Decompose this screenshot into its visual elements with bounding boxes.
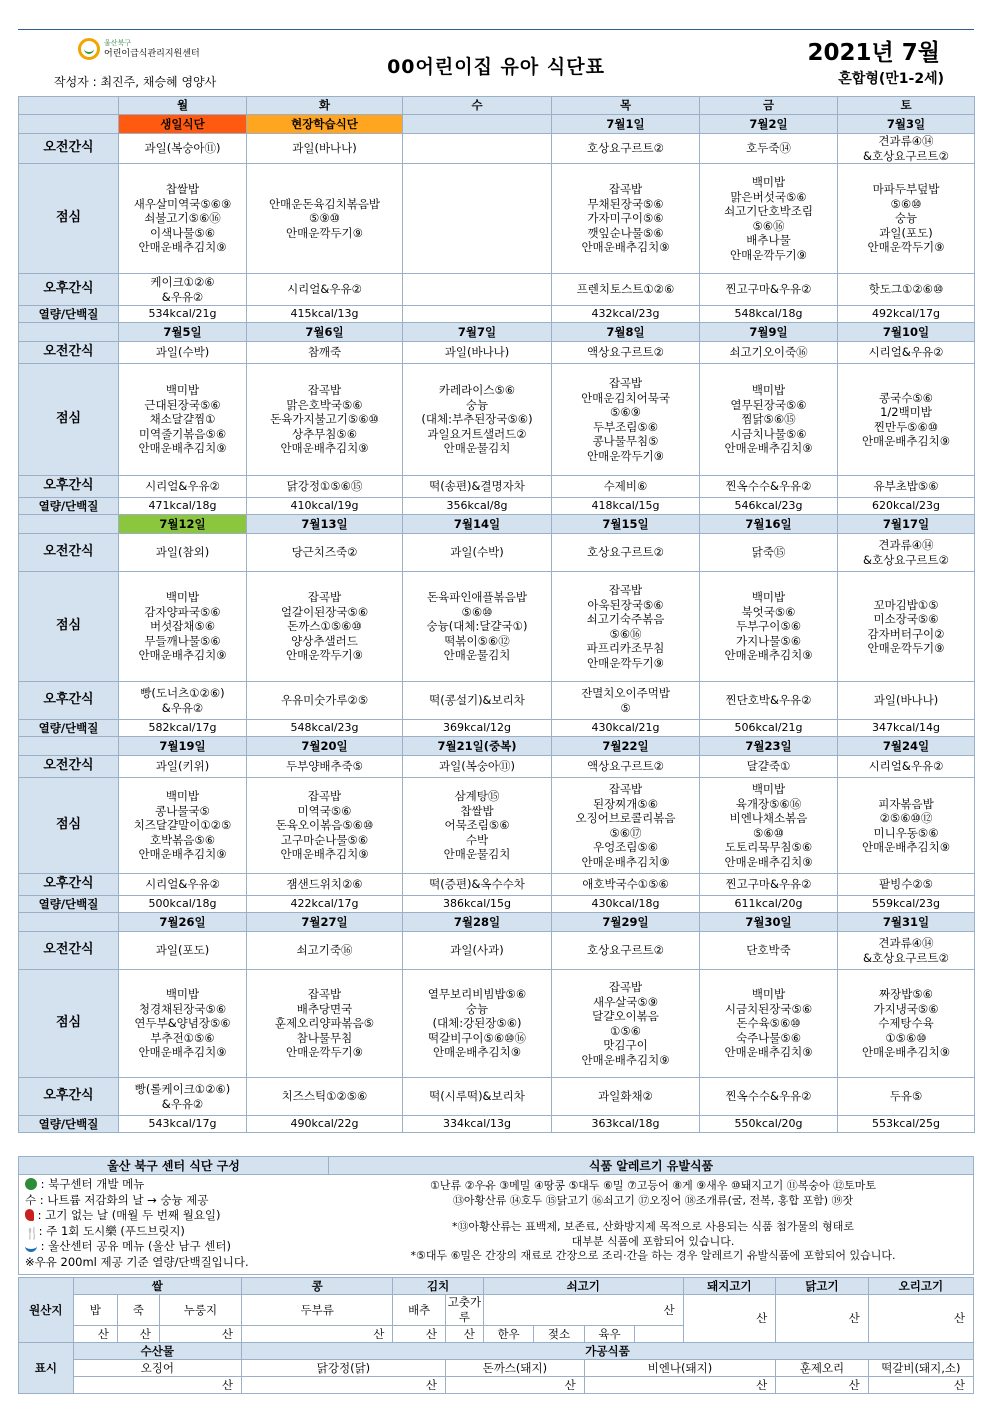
origin-nurungji: 누룽지 [159, 1295, 241, 1326]
am-snack-cell: 호상요구르트② [552, 134, 700, 164]
origin-bap: 밥 [73, 1295, 117, 1326]
am-snack-label: 오전간식 [19, 756, 119, 778]
am-snack-cell: 견과류④⑭ &호상요구르트② [838, 134, 975, 164]
logo-small-text: 울산북구 [104, 39, 132, 47]
origin-label: 원산지 [19, 1278, 74, 1343]
am-snack-cell: 과일(바나나) [403, 342, 552, 364]
lunch-label: 점심 [19, 164, 119, 274]
pm-snack-label: 오후간식 [19, 874, 119, 896]
legend-right-title: 식품 알레르기 유발식품 [329, 1157, 973, 1175]
origin-beefcow: 육우 [584, 1326, 634, 1343]
origin-chili-value: 산 [445, 1326, 483, 1343]
kcal-cell: 418kcal/15g [552, 498, 700, 515]
pm-snack-cell: 찐단호박&우유② [700, 682, 838, 720]
date-cell: 7월29일 [552, 913, 700, 932]
lunch-cell: 잡곡밥 안매운김치어묵국 ⑤⑥⑨ 두부조림⑤⑥ 콩나물무침⑤ 안매운깍두기⑨ [552, 364, 700, 476]
blank-cell [19, 913, 119, 932]
kcal-cell: 410kcal/19g [247, 498, 403, 515]
date-cell: 7월7일 [403, 323, 552, 342]
lunch-row [19, 572, 975, 682]
origin-table [18, 1277, 974, 1394]
kcal-cell: 548kcal/18g [700, 306, 838, 323]
kcal-cell: 430kcal/18g [552, 896, 700, 913]
allergy-note: 대부분 식품에 포함되어 있습니다. [571, 1234, 735, 1248]
date-cell: 7월21일(중복) [403, 737, 552, 756]
am-snack-cell: 두부양배추죽⑤ [247, 756, 403, 778]
kcal-cell: 415kcal/13g [247, 306, 403, 323]
pm-snack-cell: 떡(증편)&옥수수차 [403, 874, 552, 896]
am-snack-label: 오전간식 [19, 134, 119, 164]
pm-snack-cell: 닭강정①⑤⑥⑮ [247, 476, 403, 498]
date-row [19, 913, 975, 932]
pm-snack-label: 오후간식 [19, 1078, 119, 1116]
fork-knife-icon: 🍴 [25, 1225, 40, 1240]
weekday-sat: 토 [838, 97, 975, 115]
pm-snack-cell: 시리얼&우유② [119, 476, 247, 498]
origin-duckhun: 훈제오리 [776, 1360, 869, 1377]
am-snack-cell: 호상요구르트② [552, 932, 700, 970]
origin-pork-value: 산 [683, 1295, 776, 1343]
kcal-label: 열량/단백질 [19, 306, 119, 323]
am-snack-label: 오전간식 [19, 932, 119, 970]
pm-snack-row [19, 682, 975, 720]
am-snack-label: 오전간식 [19, 534, 119, 572]
lunch-cell [403, 164, 552, 274]
origin-duck-head: 오리고기 [868, 1278, 973, 1295]
allergy-note: *⑬아황산류는 표백제, 보존료, 산화방지제 목적으로 사용되는 식품 첨가물의 형태로 [451, 1220, 855, 1233]
lunch-cell: 백미밥 북엇국⑤⑥ 두부구이⑤⑥ 가지나물⑤⑥ 안매운배추김치⑨ [700, 572, 838, 682]
am-snack-cell: 과일(바나나) [247, 134, 403, 164]
weekday-fri: 금 [700, 97, 838, 115]
origin-juk-value: 산 [117, 1326, 159, 1343]
pm-snack-cell: 찐고구마&우유② [700, 274, 838, 306]
weekday-tue: 화 [247, 97, 403, 115]
am-snack-cell: 참깨죽 [247, 342, 403, 364]
kcal-cell: 582kcal/17g [119, 720, 247, 737]
origin-donkas: 돈까스(돼지) [445, 1360, 584, 1377]
pm-snack-cell: 잔멸치오이주먹밥 ⑤ [552, 682, 700, 720]
lunch-label: 점심 [19, 364, 119, 476]
kcal-cell: 559kcal/23g [838, 896, 975, 913]
am-snack-cell: 당근치즈죽② [247, 534, 403, 572]
blank-cell [19, 115, 119, 134]
lunch-row [19, 778, 975, 874]
origin-processed-head: 가공식품 [241, 1343, 973, 1360]
origin-squid-value: 산 [73, 1377, 241, 1394]
date-cell: 7월9일 [700, 323, 838, 342]
origin-pork-head: 돼지고기 [683, 1278, 776, 1295]
pm-snack-cell: 케이크①②⑥ &우유② [119, 274, 247, 306]
kcal-row [19, 720, 975, 737]
lunch-cell: 콩국수⑤⑥ 1/2백미밥 찐만두⑤⑥⑩ 안매운배추김치⑨ [838, 364, 975, 476]
am-snack-row [19, 932, 975, 970]
lunch-cell: 열무보리비빔밥⑤⑥ 숭늉 (대체:강된장⑤⑥) 떡갈비구이⑤⑥⑩⑯ 안매운배추김치⑨ [403, 970, 552, 1078]
pm-snack-cell: 빵(롤케이크①②⑥) &우유② [119, 1078, 247, 1116]
kcal-cell: 550kcal/20g [700, 1116, 838, 1133]
origin-squid: 오징어 [73, 1360, 241, 1377]
date-cell: 7월22일 [552, 737, 700, 756]
am-snack-cell: 시리얼&우유② [838, 342, 975, 364]
pm-snack-cell: 찐고구마&우유② [700, 874, 838, 896]
kcal-cell: 506kcal/21g [700, 720, 838, 737]
origin-tteokgalbi-value: 산 [868, 1377, 973, 1394]
am-snack-cell: 쇠고기죽⑯ [247, 932, 403, 970]
page-title: 00어린이집 유아 식단표 [387, 56, 605, 78]
lunch-cell: 백미밥 맑은버섯국⑤⑥ 쇠고기단호박조림 ⑤⑥⑯ 배추나물 안매운깍두기⑨ [700, 164, 838, 274]
am-snack-cell: 과일(사과) [403, 932, 552, 970]
am-snack-cell: 단호박죽 [700, 932, 838, 970]
origin-beef-head: 쇠고기 [483, 1278, 683, 1295]
kcal-cell: 620kcal/23g [838, 498, 975, 515]
lunch-cell: 잡곡밥 미역국⑤⑥ 돈육오이볶음⑤⑥⑩ 고구마순나물⑤⑥ 안매운배추김치⑨ [247, 778, 403, 874]
lunch-cell: 잡곡밥 새우살국⑤⑨ 달걀오이볶음 ①⑤⑥ 맛김구이 안매운배추김치⑨ [552, 970, 700, 1078]
origin-juk: 죽 [117, 1295, 159, 1326]
logo-name: 어린이급식관리지원센터 [104, 49, 200, 59]
kcal-cell: 543kcal/17g [119, 1116, 247, 1133]
origin-seafood-head: 수산물 [73, 1343, 241, 1360]
pm-snack-row [19, 1078, 975, 1116]
pm-snack-row [19, 274, 975, 306]
kcal-label: 열량/단백질 [19, 498, 119, 515]
am-snack-cell: 견과류④⑭ &호상요구르트② [838, 932, 975, 970]
am-snack-cell: 닭죽⑮ [700, 534, 838, 572]
origin-dakgangjeong-value: 산 [241, 1377, 445, 1394]
lunch-cell: 백미밥 근대된장국⑤⑥ 채소달걀찜① 미역줄기볶음⑤⑥ 안매운배추김치⑨ [119, 364, 247, 476]
kcal-cell: 471kcal/18g [119, 498, 247, 515]
kcal-cell: 553kcal/25g [838, 1116, 975, 1133]
origin-label-2: 표시 [19, 1343, 74, 1394]
origin-tteokgalbi: 떡갈비(돼지,소) [868, 1360, 973, 1377]
origin-nurungji-value: 산 [159, 1326, 241, 1343]
kcal-cell: 611kcal/20g [700, 896, 838, 913]
lunch-cell: 백미밥 콩나물국⑤ 치즈달걀말이①②⑤ 호박볶음⑤⑥ 안매운배추김치⑨ [119, 778, 247, 874]
kcal-cell: 548kcal/23g [247, 720, 403, 737]
date-row [19, 515, 975, 534]
pm-snack-cell: 찐옥수수&우유② [700, 1078, 838, 1116]
am-snack-cell: 과일(수박) [119, 342, 247, 364]
date-cell: 7월13일 [247, 515, 403, 534]
am-snack-row [19, 756, 975, 778]
date-cell: 7월28일 [403, 913, 552, 932]
origin-cabbage-value: 산 [393, 1326, 446, 1343]
am-snack-cell: 호상요구르트② [552, 534, 700, 572]
date-cell: 7월24일 [838, 737, 975, 756]
am-snack-cell: 과일(복숭아⑪) [403, 756, 552, 778]
date-row [19, 737, 975, 756]
origin-vienna-value: 산 [584, 1377, 775, 1394]
date-cell: 7월12일 [119, 515, 247, 534]
pm-snack-cell: 애호박국수①⑤⑥ [552, 874, 700, 896]
date-cell: 7월27일 [247, 913, 403, 932]
pm-snack-cell: 프렌치토스트①②⑥ [552, 274, 700, 306]
legend-left-list [25, 1177, 325, 1270]
menu-type: 혼합형(만1-2세) [838, 71, 944, 87]
lunch-cell: 삼계탕⑮ 찹쌀밥 어묵조림⑤⑥ 수박 안매운물김치 [403, 778, 552, 874]
pm-snack-label: 오후간식 [19, 476, 119, 498]
pm-snack-cell: 과일화채② [552, 1078, 700, 1116]
am-snack-cell: 견과류④⑭ &호상요구르트② [838, 534, 975, 572]
kcal-cell [403, 306, 552, 323]
lunch-row [19, 364, 975, 476]
pm-snack-cell: 시리얼&우유② [119, 874, 247, 896]
lunch-cell: 백미밥 청경채된장국⑤⑥ 연두부&양념장⑤⑥ 부추전①⑤⑥ 안매운배추김치⑨ [119, 970, 247, 1078]
date-row [19, 115, 975, 134]
pm-snack-cell: 수제비⑥ [552, 476, 700, 498]
lunch-label: 점심 [19, 970, 119, 1078]
origin-beef-value: 산 [483, 1295, 683, 1326]
kcal-cell: 432kcal/23g [552, 306, 700, 323]
origin-chicken-value: 산 [776, 1295, 869, 1343]
origin-duckhun-value: 산 [776, 1377, 869, 1394]
am-snack-cell: 호두죽⑭ [700, 134, 838, 164]
origin-cabbage: 배추 [393, 1295, 446, 1326]
lunch-cell: 안매운돈육김치볶음밥 ⑤⑨⑩ 안매운깍두기⑨ [247, 164, 403, 274]
legend-item: : 울산센터 공유 메뉴 (울산 남구 센터) [25, 1239, 325, 1255]
kcal-row [19, 306, 975, 323]
legend-item: : 고기 없는 날 (매월 두 번째 월요일) [25, 1208, 325, 1224]
origin-hanu: 한우 [483, 1326, 533, 1343]
kcal-cell: 369kcal/12g [403, 720, 552, 737]
pm-snack-cell: 유부초밥⑤⑥ [838, 476, 975, 498]
origin-bean-head: 콩 [241, 1278, 392, 1295]
am-snack-cell: 시리얼&우유② [838, 756, 975, 778]
kcal-cell: 430kcal/21g [552, 720, 700, 737]
date-cell [403, 115, 552, 134]
pm-snack-cell: 떡(송편)&결명자차 [403, 476, 552, 498]
lunch-cell: 잡곡밥 무채된장국⑤⑥ 가자미구이⑤⑥ 깻잎순나물⑤⑥ 안매운배추김치⑨ [552, 164, 700, 274]
date-row [19, 323, 975, 342]
corner-cell [19, 97, 119, 115]
origin-milkcow: 젖소 [534, 1326, 584, 1343]
legend-item: : 북구센터 개발 메뉴 [25, 1177, 325, 1193]
lunch-label: 점심 [19, 572, 119, 682]
legend-left-title: 울산 북구 센터 식단 구성 [19, 1157, 329, 1175]
frog-icon [25, 1178, 37, 1190]
kcal-cell: 334kcal/13g [403, 1116, 552, 1133]
origin-tofu: 두부류 [241, 1295, 392, 1326]
am-snack-cell: 과일(포도) [119, 932, 247, 970]
date-cell: 7월8일 [552, 323, 700, 342]
date-cell: 7월14일 [403, 515, 552, 534]
date-cell: 7월26일 [119, 913, 247, 932]
lunch-row [19, 164, 975, 274]
am-snack-cell: 과일(참외) [119, 534, 247, 572]
kcal-cell: 546kcal/23g [700, 498, 838, 515]
lunch-cell: 카레라이스⑤⑥ 숭늉 (대체:부추된장국⑤⑥) 과일요거트샐러드② 안매운물김치 [403, 364, 552, 476]
pm-snack-cell: 치즈스틱①②⑤⑥ [247, 1078, 403, 1116]
pm-snack-row [19, 874, 975, 896]
am-snack-cell: 과일(복숭아⑪) [119, 134, 247, 164]
date-cell: 7월16일 [700, 515, 838, 534]
lunch-cell: 잡곡밥 된장찌개⑤⑥ 오징어브로콜리볶음 ⑤⑥⑰ 우엉조림⑤⑥ 안매운배추김치⑨ [552, 778, 700, 874]
lunch-cell: 잡곡밥 얼갈이된장국⑤⑥ 돈까스①⑤⑥⑩ 양상추샐러드 안매운깍두기⑨ [247, 572, 403, 682]
kcal-cell: 422kcal/17g [247, 896, 403, 913]
author: 작성자 : 최진주, 채승혜 영양사 [54, 75, 217, 89]
kcal-row [19, 1116, 975, 1133]
kcal-cell: 386kcal/15g [403, 896, 552, 913]
legend-item: 수 : 나트륨 저감화의 날 → 숭늉 제공 [25, 1192, 209, 1207]
origin-chili: 고춧가루 [445, 1295, 483, 1326]
am-snack-row [19, 534, 975, 572]
kcal-row [19, 896, 975, 913]
legend-box [18, 1156, 974, 1275]
date-cell: 7월17일 [838, 515, 975, 534]
origin-rice-head: 쌀 [73, 1278, 241, 1295]
lunch-cell: 백미밥 시금치된장국⑤⑥ 돈수육⑤⑥⑩ 숙주나물⑤⑥ 안매운배추김치⑨ [700, 970, 838, 1078]
date-cell: 7월20일 [247, 737, 403, 756]
weekday-wed: 수 [403, 97, 552, 115]
pm-snack-cell: 시리얼&우유② [247, 274, 403, 306]
date-cell: 7월30일 [700, 913, 838, 932]
am-snack-cell: 과일(수박) [403, 534, 552, 572]
pm-snack-cell: 핫도그①②⑥⑩ [838, 274, 975, 306]
kcal-label: 열량/단백질 [19, 896, 119, 913]
kcal-cell: 363kcal/18g [552, 1116, 700, 1133]
date-cell: 7월19일 [119, 737, 247, 756]
lunch-cell: 피자볶음밥 ②⑤⑥⑩⑫ 미니우동⑤⑥ 안매운배추김치⑨ [838, 778, 975, 874]
date-cell: 7월2일 [700, 115, 838, 134]
date-cell: 7월31일 [838, 913, 975, 932]
legend-item: ※우유 200ml 제공 기준 열량/단백질입니다. [25, 1254, 249, 1269]
pm-snack-cell [403, 274, 552, 306]
kcal-cell: 490kcal/22g [247, 1116, 403, 1133]
pm-snack-cell: 빵(도너츠①②⑥) &우유② [119, 682, 247, 720]
allergy-list [337, 1179, 969, 1264]
lunch-cell: 백미밥 열무된장국⑤⑥ 찜닭⑤⑥⑮ 시금치나물⑤⑥ 안매운배추김치⑨ [700, 364, 838, 476]
kcal-cell: 356kcal/8g [403, 498, 552, 515]
pm-snack-cell: 두유⑤ [838, 1078, 975, 1116]
lunch-cell: 짜장밥⑤⑥ 가지냉국⑤⑥ 수제탕수육 ①⑤⑥⑩ 안매운배추김치⑨ [838, 970, 975, 1078]
pm-snack-cell: 찐옥수수&우유② [700, 476, 838, 498]
pm-snack-cell: 팥빙수②⑤ [838, 874, 975, 896]
allergy-note: *⑤대두 ⑥밀은 간장의 재료로 간장으로 조리·간을 하는 경우 알레르기 유발식품에 포함되어 있습니다. [410, 1249, 896, 1262]
origin-tofu-value: 산 [241, 1326, 392, 1343]
origin-vienna: 비엔나(돼지) [584, 1360, 775, 1377]
kcal-cell: 500kcal/18g [119, 896, 247, 913]
date-cell: 7월15일 [552, 515, 700, 534]
am-snack-cell: 액상요구르트② [552, 342, 700, 364]
pm-snack-label: 오후간식 [19, 274, 119, 306]
origin-chicken-head: 닭고기 [776, 1278, 869, 1295]
am-snack-row [19, 342, 975, 364]
lunch-label: 점심 [19, 778, 119, 874]
am-snack-row [19, 134, 975, 164]
lunch-cell: 잡곡밥 맑은호박국⑤⑥ 돈육가지불고기⑤⑥⑩ 상추무침⑤⑥ 안매운배추김치⑨ [247, 364, 403, 476]
pm-snack-cell: 우유미숫가루②⑤ [247, 682, 403, 720]
pm-snack-cell: 잼샌드위치②⑥ [247, 874, 403, 896]
date-cell: 7월5일 [119, 323, 247, 342]
kcal-cell: 347kcal/14g [838, 720, 975, 737]
date-cell: 생일식단 [119, 115, 247, 134]
weekday-thu: 목 [552, 97, 700, 115]
lunch-cell: 찹쌀밥 새우살미역국⑤⑥⑨ 쇠불고기⑤⑥⑯ 이색나물⑤⑥ 안매운배추김치⑨ [119, 164, 247, 274]
date-cell: 7월6일 [247, 323, 403, 342]
date-cell: 7월3일 [838, 115, 975, 134]
date-cell: 7월23일 [700, 737, 838, 756]
kcal-cell: 534kcal/21g [119, 306, 247, 323]
pepper-icon [25, 1209, 34, 1221]
pm-snack-cell: 떡(시루떡)&보리차 [403, 1078, 552, 1116]
menu-date: 2021년 7월 [807, 40, 940, 66]
lunch-cell: 돈육파인애플볶음밥 ⑤⑥⑩ 숭늉(대체:달걀국①) 떡볶이⑤⑥⑫ 안매운물김치 [403, 572, 552, 682]
origin-duck-value: 산 [868, 1295, 973, 1343]
kcal-label: 열량/단백질 [19, 1116, 119, 1133]
blank-cell [19, 323, 119, 342]
lunch-cell: 백미밥 감자양파국⑤⑥ 버섯잡채⑤⑥ 무들깨나물⑤⑥ 안매운배추김치⑨ [119, 572, 247, 682]
kcal-label: 열량/단백질 [19, 720, 119, 737]
am-snack-cell [403, 134, 552, 164]
blank-cell [19, 737, 119, 756]
pm-snack-cell: 떡(콩설기)&보리차 [403, 682, 552, 720]
allergy-line: ①난류 ②우유 ③메밀 ④땅콩 ⑤대두 ⑥밀 ⑦고등어 ⑧게 ⑨새우 ⑩돼지고기 ⑪복숭아 ⑫토마토 [430, 1179, 876, 1192]
lunch-cell: 백미밥 육개장⑤⑥⑯ 비엔나채소볶음 ⑤⑥⑩ 도토리묵무침⑤⑥ 안매운배추김치⑨ [700, 778, 838, 874]
lunch-cell: 잡곡밥 아욱된장국⑤⑥ 쇠고기숙주볶음 ⑤⑥⑯ 파프리카조무침 안매운깍두기⑨ [552, 572, 700, 682]
lunch-cell: 잡곡밥 배추당면국 훈제오리양파볶음⑤ 참나물무침 안매운깍두기⑨ [247, 970, 403, 1078]
weekday-header-row [19, 97, 975, 115]
date-cell: 현장학습식단 [247, 115, 403, 134]
am-snack-cell: 과일(키위) [119, 756, 247, 778]
date-cell: 7월10일 [838, 323, 975, 342]
pm-snack-label: 오후간식 [19, 682, 119, 720]
am-snack-cell: 달걀죽① [700, 756, 838, 778]
top-rule [18, 29, 974, 30]
date-cell: 7월1일 [552, 115, 700, 134]
pm-snack-cell: 과일(바나나) [838, 682, 975, 720]
am-snack-cell: 액상요구르트② [552, 756, 700, 778]
kcal-row [19, 498, 975, 515]
am-snack-cell: 쇠고기오이죽⑯ [700, 342, 838, 364]
am-snack-label: 오전간식 [19, 342, 119, 364]
kcal-cell: 492kcal/17g [838, 306, 975, 323]
menu-table [18, 96, 975, 1133]
blank-cell [19, 515, 119, 534]
allergy-line: ⑬아황산류 ⑭호두 ⑮닭고기 ⑯쇠고기 ⑰오징어 ⑱조개류(굴, 전복, 홍합 포함) ⑲잣 [452, 1193, 854, 1207]
pm-snack-row [19, 476, 975, 498]
origin-dakgangjeong: 닭강정(닭) [241, 1360, 445, 1377]
wave-icon [25, 1240, 37, 1252]
lunch-row [19, 970, 975, 1078]
lunch-cell: 꼬마김밥①⑤ 미소장국⑤⑥ 감자버터구이② 안매운깍두기⑨ [838, 572, 975, 682]
weekday-mon: 월 [119, 97, 247, 115]
lunch-cell: 마파두부덮밥 ⑤⑥⑩ 숭늉 과일(포도) 안매운깍두기⑨ [838, 164, 975, 274]
origin-bap-value: 산 [73, 1326, 117, 1343]
origin-kimchi-head: 김치 [393, 1278, 483, 1295]
origin-donkas-value: 산 [445, 1377, 584, 1394]
legend-item: 🍴 : 주 1회 도시樂 (푸드브릿지) [25, 1223, 185, 1240]
